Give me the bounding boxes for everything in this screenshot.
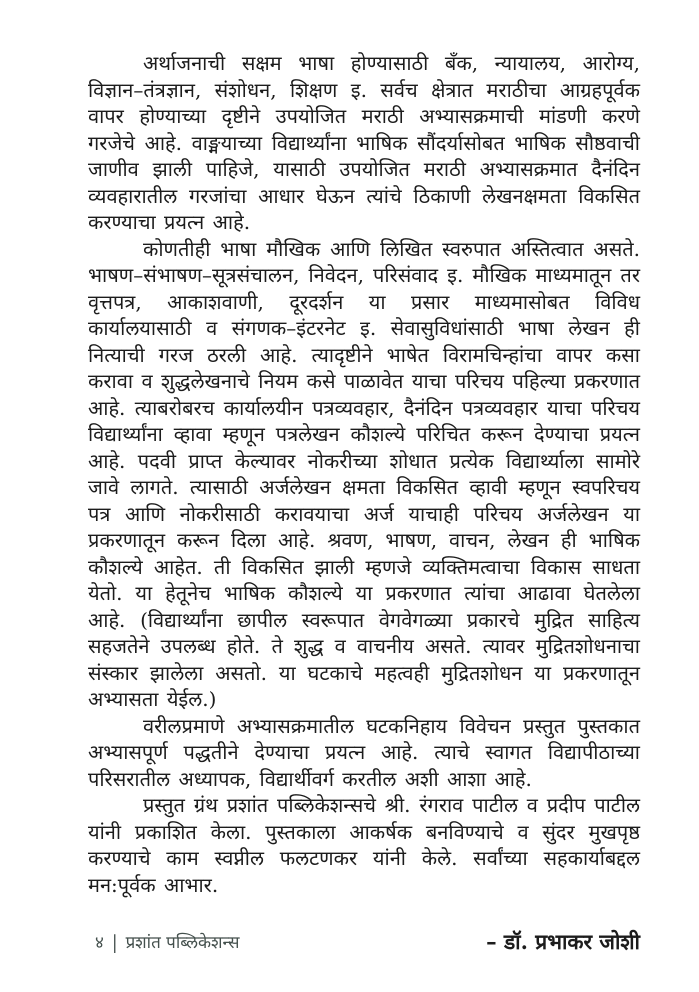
paragraph-acknowledgements: प्रस्तुत ग्रंथ प्रशांत पब्लिकेशन्सचे श्री. रंगराव पाटील व प्रदीप पाटील यांनी प्रकाशित केला. पुस्तकाला आकर्षक बनविण्याचे व सुंदर मुखपृष्ठ करण्याचे काम स्वप्नील फलटणकर यांनी केले. सर्वांच्या सहकार्याबद्दल मन:पूर्वक आभार. (88, 793, 640, 897)
paragraph-intro-applied-marathi: अर्थाजनाची सक्षम भाषा होण्यासाठी बँक, न्यायालय, आरोग्य, विज्ञान–तंत्रज्ञान, संशोधन, शिक्षण इ. सर्वच क्षेत्रात मराठीचा आग्रहपूर्वक वापर होण्याच्या दृष्टीने उपयोजित मराठी अभ्यासक्रमाची मांडणी करणे गरजेचे आहे. वाङ्मयाच्या विद्यार्थ्यांना भाषिक सौंदर्यासोबत भाषिक सौष्ठवाची जाणीव झाली पाहिजे, यासाठी उपयोजित मराठी अभ्यासक्रमात दैनंदिन व्यवहारातील गरजांचा आधार घेऊन त्यांचे ठिकाणी लेखनक्षमता विकसित करण्याचा प्रयत्न आहे. (88, 51, 640, 234)
publisher-name: प्रशांत पब्लिकेशन्स (125, 933, 240, 953)
page-number: ४ (95, 933, 104, 953)
page-body-text (88, 50, 640, 956)
paragraph-book-structure: वरीलप्रमाणे अभ्यासक्रमातील घटकनिहाय विवेचन प्रस्तुत पुस्तकात अभ्यासपूर्ण पद्धतीने देण्याचा प्रयत्न आहे. त्याचे स्वागत विद्यापीठाच्या परिसरातील अध्यापक, विद्यार्थीवर्ग करतील अशी आशा आहे. (88, 713, 640, 791)
paragraph-language-skills: कोणतीही भाषा मौखिक आणि लिखित स्वरुपात अस्तित्वात असते. भाषण–संभाषण–सूत्रसंचालन, निवेदन, परिसंवाद इ. मौखिक माध्यमातून तर वृत्तपत्र, आकाशवाणी, दूरदर्शन या प्रसार माध्यमासोबत विविध कार्यालयासाठी व संगणक–इंटरनेट इ. सेवासुविधांसाठी भाषा लेखन ही नित्याची गरज ठरली आहे. त्यादृष्टीने भाषेत विरामचिन्हांचा वापर कसा करावा व शुद्धलेखनाचे नियम कसे पाळावेत याचा परिचय पहिल्या प्रकरणात आहे. त्याबरोबरच कार्यालयीन पत्रव्यवहार, दैनंदिन पत्रव्यवहार याचा परिचय विद्यार्थ्यांना व्हावा म्हणून पत्रलेखन कौशल्ये परिचित करून देण्याचा प्रयत्न आहे. पदवी प्राप्त केल्यावर नोकरीच्या शोधात प्रत्येक विद्यार्थ्याला सामोरे जावे लागते. त्यासाठी अर्जलेखन क्षमता विकसित व्हावी म्हणून स्वपरिचय पत्र आणि नोकरीसाठी करावयाचा अर्ज याचाही परिचय अर्जलेखन या प्रकरणातून करून दिला आहे. श्रवण, भाषण, वाचन, लेखन ही भाषिक कौशल्ये आहेत. ती विकसित झाली म्हणजे व्यक्तिमत्वाचा विकास साधता येतो. या हेतूनेच भाषिक कौशल्ये या प्रकरणात त्यांचा आढावा घेतलेला आहे. (विद्यार्थ्यांना छापील स्वरूपात वेगवेगळ्या प्रकारचे मुद्रित साहित्य सहजतेने उपलब्ध होते. ते शुद्ध व वाचनीय असते. त्यावर मुद्रितशोधनाचा संस्कार झालेला असतो. या घटकाचे महत्वही मुद्रितशोधन या प्रकरणातून अभ्यासता येईल.) (88, 236, 640, 711)
author-signature: – डॉ. प्रभाकर जोशी (486, 929, 640, 954)
page-footer (95, 932, 239, 954)
footer-separator: | (111, 932, 118, 954)
